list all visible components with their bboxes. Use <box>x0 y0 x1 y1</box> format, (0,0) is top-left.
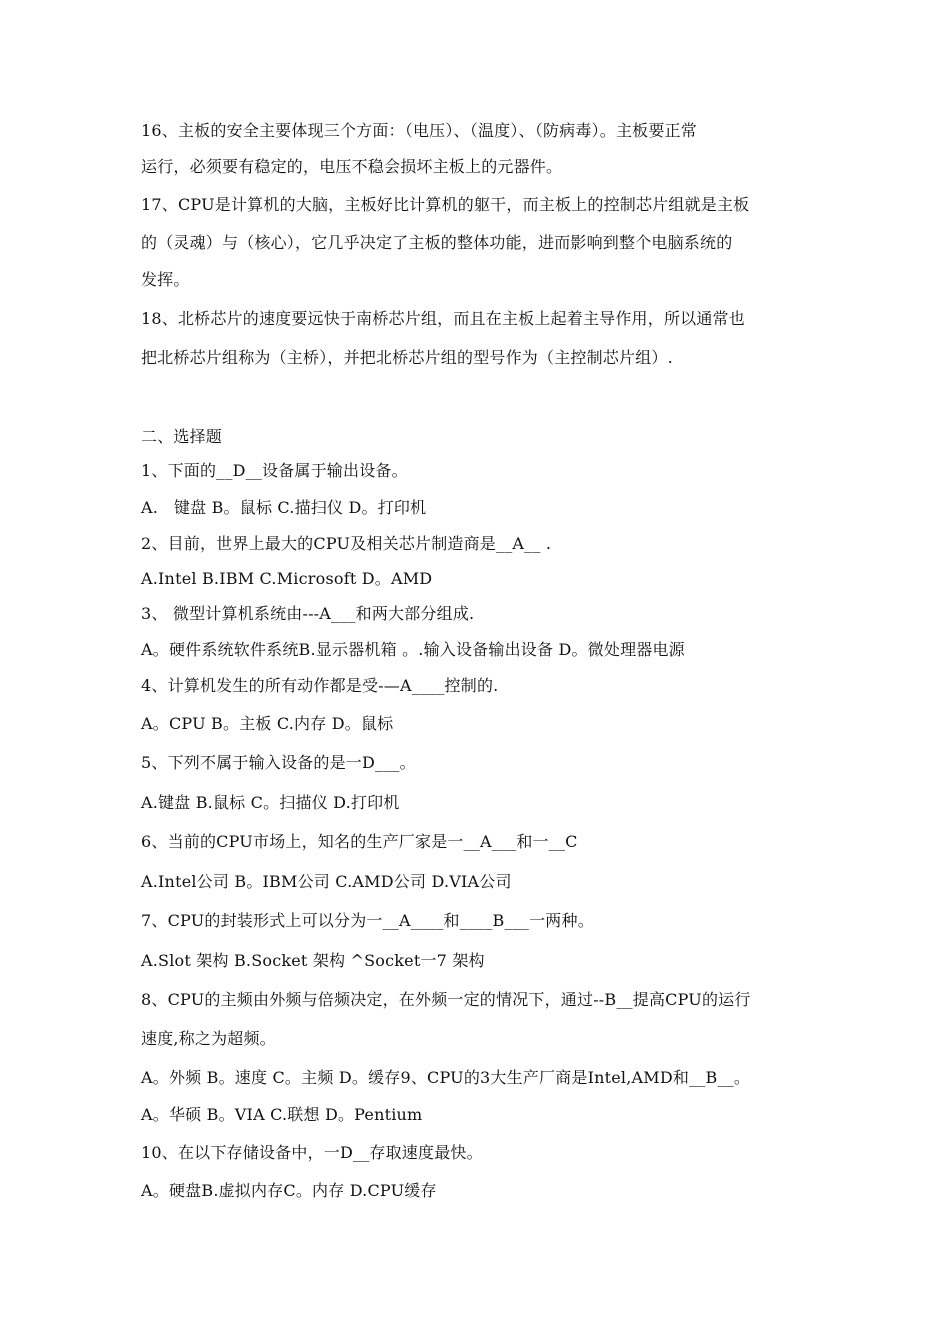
q2-options: A.Intel B.IBM C.Microsoft D。AMD <box>141 569 433 588</box>
q7-options: A.Slot 架构 B.Socket 架构 ^Socket一7 架构 <box>141 951 485 970</box>
q1-options: A. 键盘 B。鼠标 C.描扫仪 D。打印机 <box>141 498 427 517</box>
q5-options: A.键盘 B.鼠标 C。扫描仪 D.打印机 <box>141 793 400 812</box>
q10-stem: 10、在以下存储设备中，一D__存取速度最快。 <box>141 1143 483 1162</box>
q8-options-q9-stem: A。外频 B。速度 C。主频 D。缓存9、CPU的3大生产厂商是Intel,AMD和__B__。 <box>141 1068 751 1087</box>
q8-stem-line-2: 速度,称之为超频。 <box>141 1029 276 1048</box>
q17-line-3: 发挥。 <box>141 270 190 289</box>
section-heading: 二、选择题 <box>141 427 223 446</box>
q17-line-1: 17、CPU是计算机的大脑，主板好比计算机的躯干，而主板上的控制芯片组就是主板 <box>141 195 750 214</box>
q10-options: A。硬盘B.虚拟内存C。内存 D.CPU缓存 <box>141 1181 437 1200</box>
q17-line-2: 的（灵魂）与（核心），它几乎决定了主板的整体功能，进而影响到整个电脑系统的 <box>141 233 733 252</box>
q9-options: A。华硕 B。VIA C.联想 D。Pentium <box>141 1105 423 1124</box>
q7-stem: 7、CPU的封装形式上可以分为一__A____和____B___一两种。 <box>141 911 594 930</box>
q4-stem: 4、计算机发生的所有动作都是受-—A____控制的. <box>141 676 499 695</box>
q18-line-1: 18、北桥芯片的速度要远快于南桥芯片组，而且在主板上起着主导作用，所以通常也 <box>141 309 745 328</box>
q8-stem-line-1: 8、CPU的主频由外频与倍频决定，在外频一定的情况下，通过--B__提高CPU的运行 <box>141 990 751 1009</box>
q5-stem: 5、下列不属于输入设备的是一D___。 <box>141 753 416 772</box>
q2-stem: 2、目前，世界上最大的CPU及相关芯片制造商是__A__ . <box>141 534 552 553</box>
q16-line-2: 运行，必须要有稳定的，电压不稳会损坏主板上的元器件。 <box>141 157 563 176</box>
q1-stem: 1、下面的__D__设备属于输出设备。 <box>141 461 408 480</box>
q3-stem: 3、 微型计算机系统由---A___和两大部分组成. <box>141 604 475 623</box>
q4-options: A。CPU B。主板 C.内存 D。鼠标 <box>141 714 394 733</box>
q6-options: A.Intel公司 B。IBM公司 C.AMD公司 D.VIA公司 <box>141 872 512 891</box>
q16-line-1: 16、主板的安全主要体现三个方面：（电压）、（温度）、（防病毒）。主板要正常 <box>141 121 697 140</box>
q3-options: A。硬件系统软件系统B.显示器机箱 。.输入设备输出设备 D。微处理器电源 <box>141 640 685 659</box>
q6-stem: 6、当前的CPU市场上，知名的生产厂家是一__A___和一__C <box>141 832 578 851</box>
q18-line-2: 把北桥芯片组称为（主桥），并把北桥芯片组的型号作为（主控制芯片组）. <box>141 348 673 367</box>
